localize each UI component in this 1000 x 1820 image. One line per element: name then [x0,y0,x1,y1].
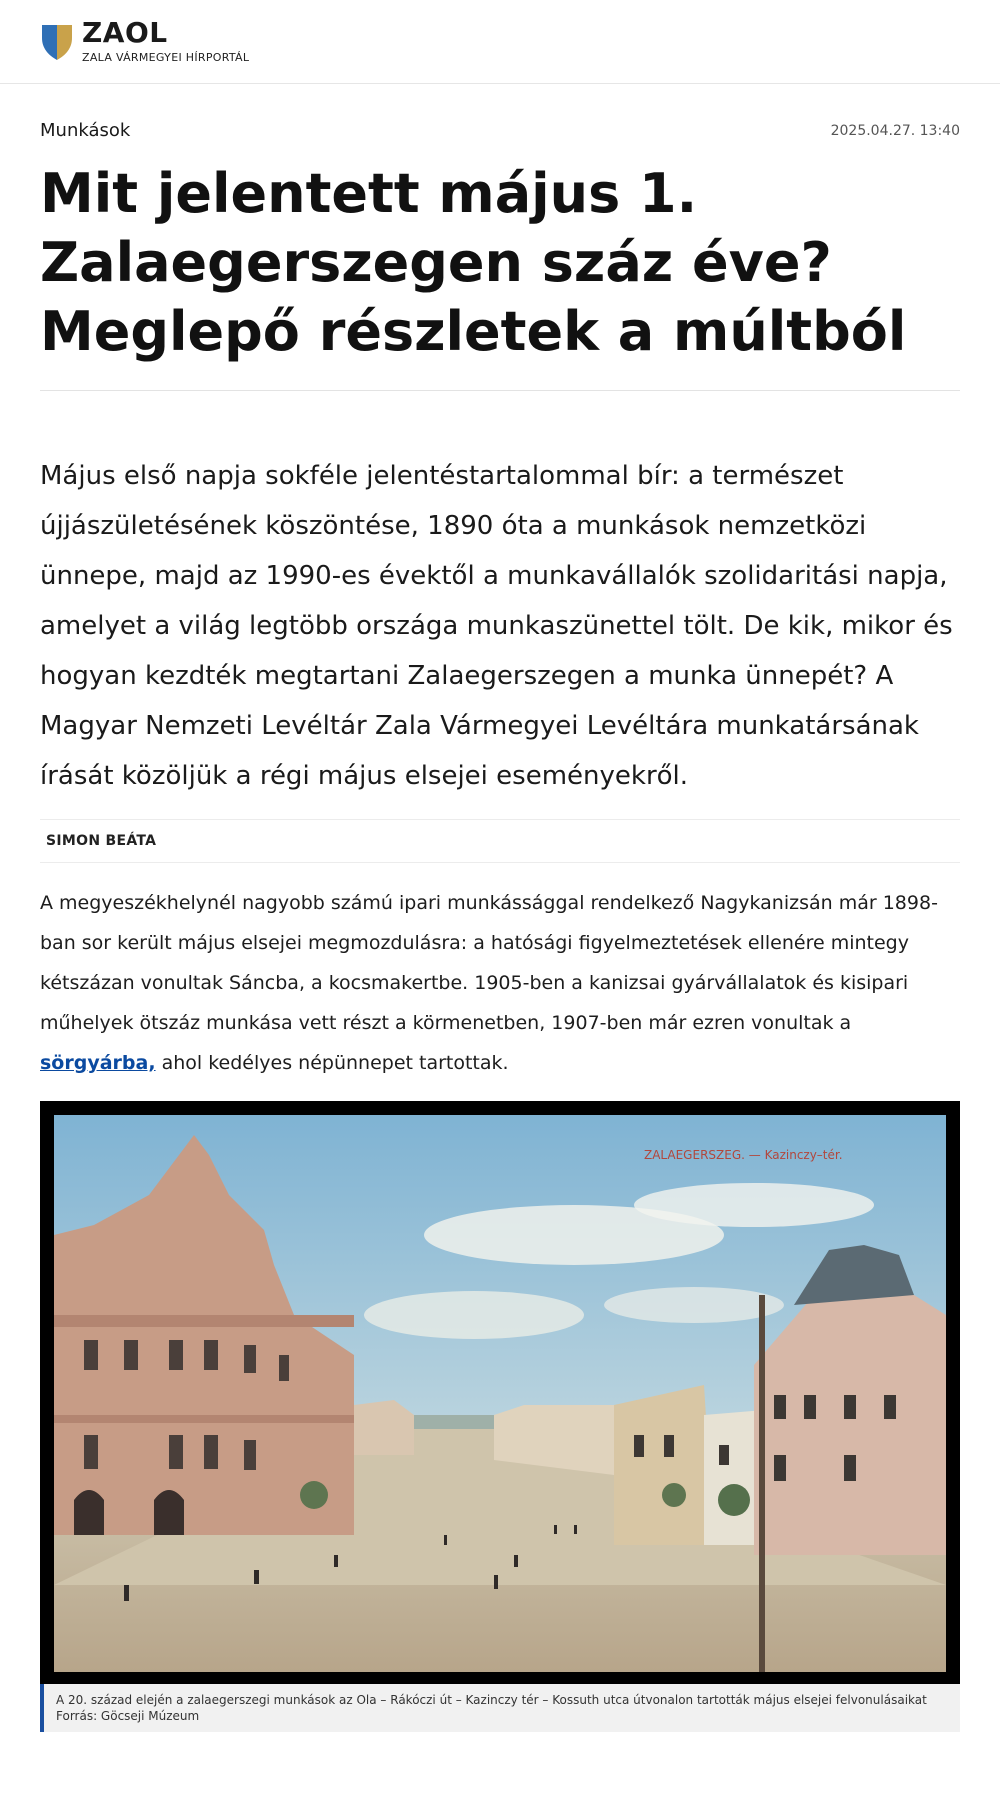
site-name: ZAOL [82,16,168,49]
article-meta [40,120,960,141]
postcard-photo[interactable] [54,1115,946,1672]
photo-frame [40,1101,960,1684]
sorgyar-link[interactable]: sörgyárba, [40,1052,156,1074]
article-figure [40,1101,960,1732]
site-logo[interactable] [40,16,250,64]
postcard-label: ZALAEGERSZEG. — Kazinczy–tér. [644,1148,843,1162]
article [0,120,1000,1732]
title-divider [40,390,960,391]
publish-timestamp: 2025.04.27. 13:40 [830,122,960,139]
article-paragraph [40,883,960,1083]
article-title: Mit jelentett május 1. Zalaegerszegen száz éve? Meglepő részletek a múltból [40,162,907,363]
paragraph-text-end: ahol kedélyes népünnepet tartottak. [155,1052,509,1074]
shield-logo-icon [40,22,74,62]
site-header [0,0,1000,84]
site-subtitle: ZALA VÁRMEGYEI HÍRPORTÁL [82,51,250,64]
author-link[interactable]: SIMON BEÁTA [46,833,157,849]
photo-caption: A 20. század elején a zalaegerszegi munkások az Ola – Rákóczi út – Kazinczy tér – Kossuth utca útvonalon tartották május elsejei felvonulásaikat Forrás: Göcseji Múzeum [40,1684,960,1732]
paragraph-text: A megyeszékhelynél nagyobb számú ipari munkássággal rendelkező Nagykanizsán már 1898-ban sor került május elsejei megmozdulásra: a hatósági figyelmeztetések ellenére mintegy kétszázan vonultak Sáncba, a kocsmakertbe. 1905-ben a kanizsai gyárvállalatok és kisipari műhelyek ötszáz munkása vett részt a körmenetben, 1907-ben már ezren vonultak a [40,892,938,1034]
category-link[interactable]: Munkások [40,120,131,141]
author-bar [40,819,960,863]
article-lead: Május első napja sokféle jelentéstartalommal bír: a természet újjászületésének köszöntése, 1890 óta a munkások nemzetközi ünnepe, majd az 1990-es évektől a munkavállalók szolidaritási napja, amelyet a világ legtöbb országa munkaszünettel tölt. De kik, mikor és hogyan kezdték megtartani Zalaegerszegen a munka ünnepét? A Magyar Nemzeti Levéltár Zala Vármegyei Levéltára munkatársának írását közöljük a régi május elsejei eseményekről. [40,461,953,791]
